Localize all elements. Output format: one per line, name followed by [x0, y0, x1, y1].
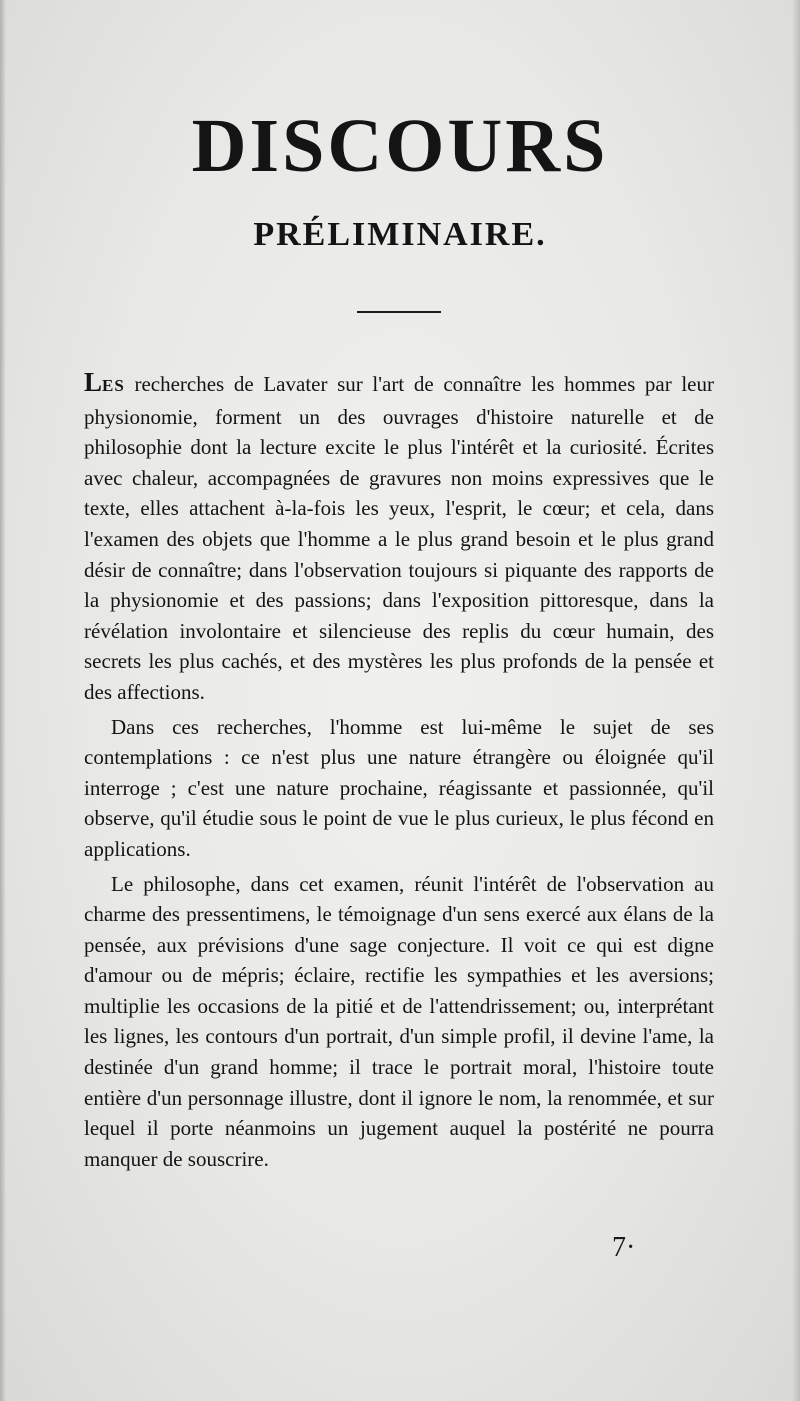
- body-text: [84, 367, 714, 1174]
- page-edge-shadow-left: [0, 0, 6, 1401]
- drop-cap: L: [84, 367, 103, 397]
- page-number: 7·: [612, 1232, 636, 1263]
- small-caps-lead: ES: [102, 376, 125, 395]
- page-title: DISCOURS: [191, 104, 609, 188]
- paragraph-2: Dans ces recherches, l'homme est lui-même le sujet de ses contemplations : ce n'est plus une nature étrangère ou éloignée qu'il interroge ; c'est une nature prochaine, réagissante et passionnée, qu'il observe, qu'il étudie sous le point de vue le plus curieux, le plus fécond en applications.: [84, 714, 714, 861]
- paragraph-1-text: recherches de Lavater sur l'art de connaître les hommes par leur physionomie, forment un des ouvrages d'histoire naturelle et de philosophie dont la lecture excite le plus l'intérêt et la curiosité. Écrites avec chaleur, accompagnées de gravures non moins expressives que le texte, elles attachent à-la-fois les yeux, l'esprit, le cœur; et cela, dans l'examen des objets que l'homme a le plus grand besoin et le plus grand désir de connaître; dans l'observation toujours si piquante des rapports de la physionomie et des passions; dans l'exposition pittoresque, dans la révélation involontaire et silencieuse des replis du cœur humain, des secrets les plus cachés, et des mystères les plus profonds de la pensée et des affections.: [84, 372, 714, 704]
- paragraph-3: Le philosophe, dans cet examen, réunit l'intérêt de l'observation au charme des pressentimens, le témoignage d'un sens exercé aux élans de la pensée, aux prévisions d'une sage conjecture. Il voit ce qui est digne d'amour ou de mépris; éclaire, rectifie les sympathies et les aversions; multiplie les occasions de la pitié et de l'attendrissement; ou, interprétant les lignes, les contours d'un portrait, d'un simple profil, il devine l'ame, la destinée d'un grand homme; il trace le portrait moral, l'histoire toute entière d'un personnage illustre, dont il ignore le nom, la renommée, et sur lequel il porte néanmoins un jugement auquel la postérité ne pourra manquer de souscrire.: [84, 871, 714, 1171]
- page-subtitle: PRÉLIMINAIRE.: [253, 216, 547, 253]
- page-edge-shadow-right: [792, 0, 800, 1401]
- paragraph-1: [84, 367, 714, 708]
- section-divider: [357, 311, 441, 313]
